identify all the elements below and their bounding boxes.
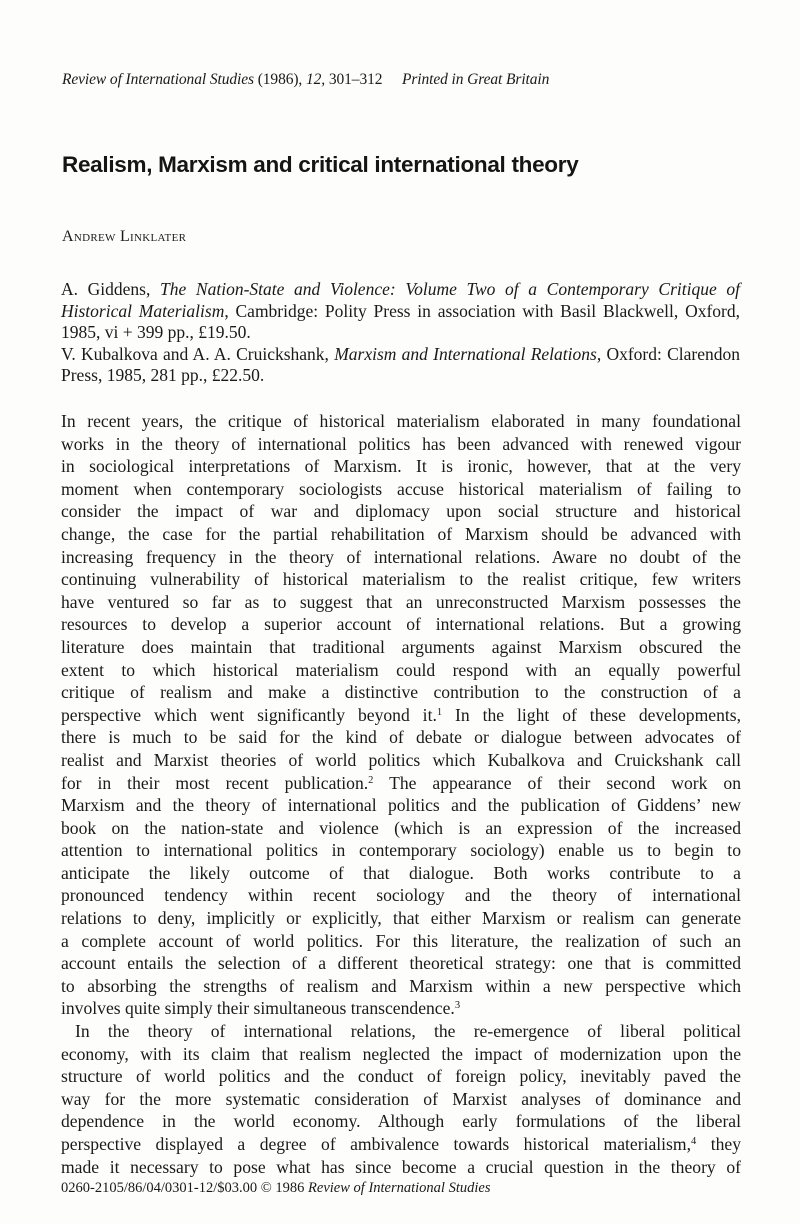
body-line: structure of world politics and the conduct of foreign policy, inevitably paved the	[61, 1066, 741, 1087]
body-line: continuing vulnerability of historical materialism to the realist critique, few writers	[61, 569, 741, 590]
body-line: attention to international politics in contemporary sociology) enable us to begin to	[61, 840, 741, 861]
journal-year: (1986),	[257, 71, 303, 88]
footnote-ref-1[interactable]: 1	[436, 706, 443, 718]
journal-volume: 12,	[305, 71, 326, 88]
body-line: account entails the selection of a different theoretical strategy: one that is committed	[61, 953, 741, 974]
footnote-ref-3[interactable]: 3	[454, 1000, 461, 1012]
journal-name: Review of International Studies	[62, 71, 254, 88]
line-text: In the light of these developments,	[442, 704, 741, 725]
body-line: in sociological interpretations of Marxism. It is ironic, however, that at the very	[61, 456, 741, 477]
reviewed-work-1	[61, 279, 740, 344]
body-line	[61, 704, 741, 727]
body-line: consider the impact of war and diplomacy upon social structure and historical	[61, 501, 741, 522]
line-text: The appearance of their second work on	[373, 772, 741, 793]
body-line: relations to deny, implicitly or explicitly, that either Marxism or realism can generate	[61, 908, 741, 929]
body-line: dependence in the world economy. Although early formulations of the liberal	[61, 1111, 741, 1132]
journal-pages: 301–312	[328, 71, 383, 88]
article-title: Realism, Marxism and critical international theory	[62, 152, 579, 177]
body-line: there is much to be said for the kind of debate or dialogue between advocates of	[61, 727, 741, 748]
body-line: increasing frequency in the theory of international relations. Aware no doubt of the	[61, 546, 741, 567]
footer-code: 0260-2105/86/04/0301-12/$03.00 © 1986	[61, 1180, 305, 1196]
body-line	[61, 997, 741, 1020]
body-line: a complete account of world politics. For this literature, the realization of such an	[61, 930, 741, 951]
footnote-ref-2[interactable]: 2	[368, 774, 374, 786]
reviewed-title: The Nation-State and Violence: Volume Two of a Contemporary Critique of Historical Materialism	[61, 279, 741, 321]
footer-journal: Review of International Studies	[308, 1180, 491, 1196]
body-line: realist and Marxist theories of world politics which Kubalkova and Cruickshank call	[61, 749, 741, 770]
footnote-ref-4[interactable]: 4	[691, 1136, 697, 1147]
paragraph-2	[61, 1020, 741, 1178]
body-line: resources to develop a superior account of international relations. But a growing	[61, 614, 741, 635]
body-line: extent to which historical materialism could respond with an equally powerful	[61, 659, 741, 680]
body-line: works in the theory of international politics has been advanced with renewed vigour	[61, 433, 741, 454]
reviewed-works	[61, 279, 740, 387]
line-text: perspective which went significantly beyond it.	[61, 704, 437, 725]
article-author: Andrew Linklater	[62, 228, 187, 245]
body-line: In the theory of international relations, the re-emergence of liberal political	[75, 1021, 741, 1042]
reviewed-details: , Oxford: Clarendon Press, 1985, 281 pp., £22.50.	[61, 343, 740, 385]
line-text: for in their most recent publication.	[61, 772, 369, 793]
body-line: Marxism and the theory of international politics and the publication of Giddens’ new	[61, 795, 741, 816]
body-line: pronounced tendency within recent sociology and the theory of international	[61, 885, 741, 906]
body-line: way for the more systematic consideration of Marxist analyses of dominance and	[61, 1088, 741, 1109]
body-line: literature does maintain that traditional arguments against Marxism obscured the	[61, 636, 741, 657]
body-line: book on the nation-state and violence (which is an expression of the increased	[61, 817, 741, 838]
body-line: moment when contemporary sociologists accuse historical materialism of failing to	[61, 478, 741, 499]
body-line: change, the case for the partial rehabilitation of Marxism should be advanced with	[61, 523, 741, 544]
line-text: they	[696, 1134, 741, 1154]
paragraph-1	[61, 410, 741, 1020]
body-line: have ventured so far as to suggest that an unreconstructed Marxism possesses the	[61, 591, 741, 612]
running-head	[62, 71, 549, 89]
reviewed-title: Marxism and International Relations	[334, 343, 597, 364]
printed-in: Printed in Great Britain	[401, 71, 550, 88]
body-line	[61, 772, 741, 795]
reviewed-work-2	[61, 344, 740, 387]
copyright-footer	[61, 1180, 490, 1197]
reviewed-details: , Cambridge: Polity Press in association with Basil Blackwell, Oxford, 1985, vi + 399 pp., £19.50.	[61, 300, 740, 342]
reviewed-author: V. Kubalkova and A. A. Cruickshank,	[61, 343, 329, 364]
body-line: to absorbing the strengths of realism and Marxism within a new perspective which	[61, 975, 741, 996]
body-line: critique of realism and make a distinctive contribution to the construction of a	[61, 682, 741, 703]
reviewed-author: A. Giddens,	[61, 279, 151, 299]
line-text: perspective displayed a degree of ambivalence towards historical materialism,	[61, 1134, 691, 1154]
line-text: involves quite simply their simultaneous transcendence.	[61, 998, 455, 1019]
body-line: economy, with its claim that realism neglected the impact of modernization upon the	[61, 1043, 741, 1064]
article-body	[61, 410, 741, 1178]
body-line: anticipate the likely outcome of that dialogue. Both works contribute to a	[61, 862, 741, 883]
body-line: made it necessary to pose what has since become a crucial question in the theory of	[61, 1156, 741, 1177]
body-line	[61, 1133, 741, 1156]
body-line: In recent years, the critique of historical materialism elaborated in many foundational	[61, 411, 741, 431]
